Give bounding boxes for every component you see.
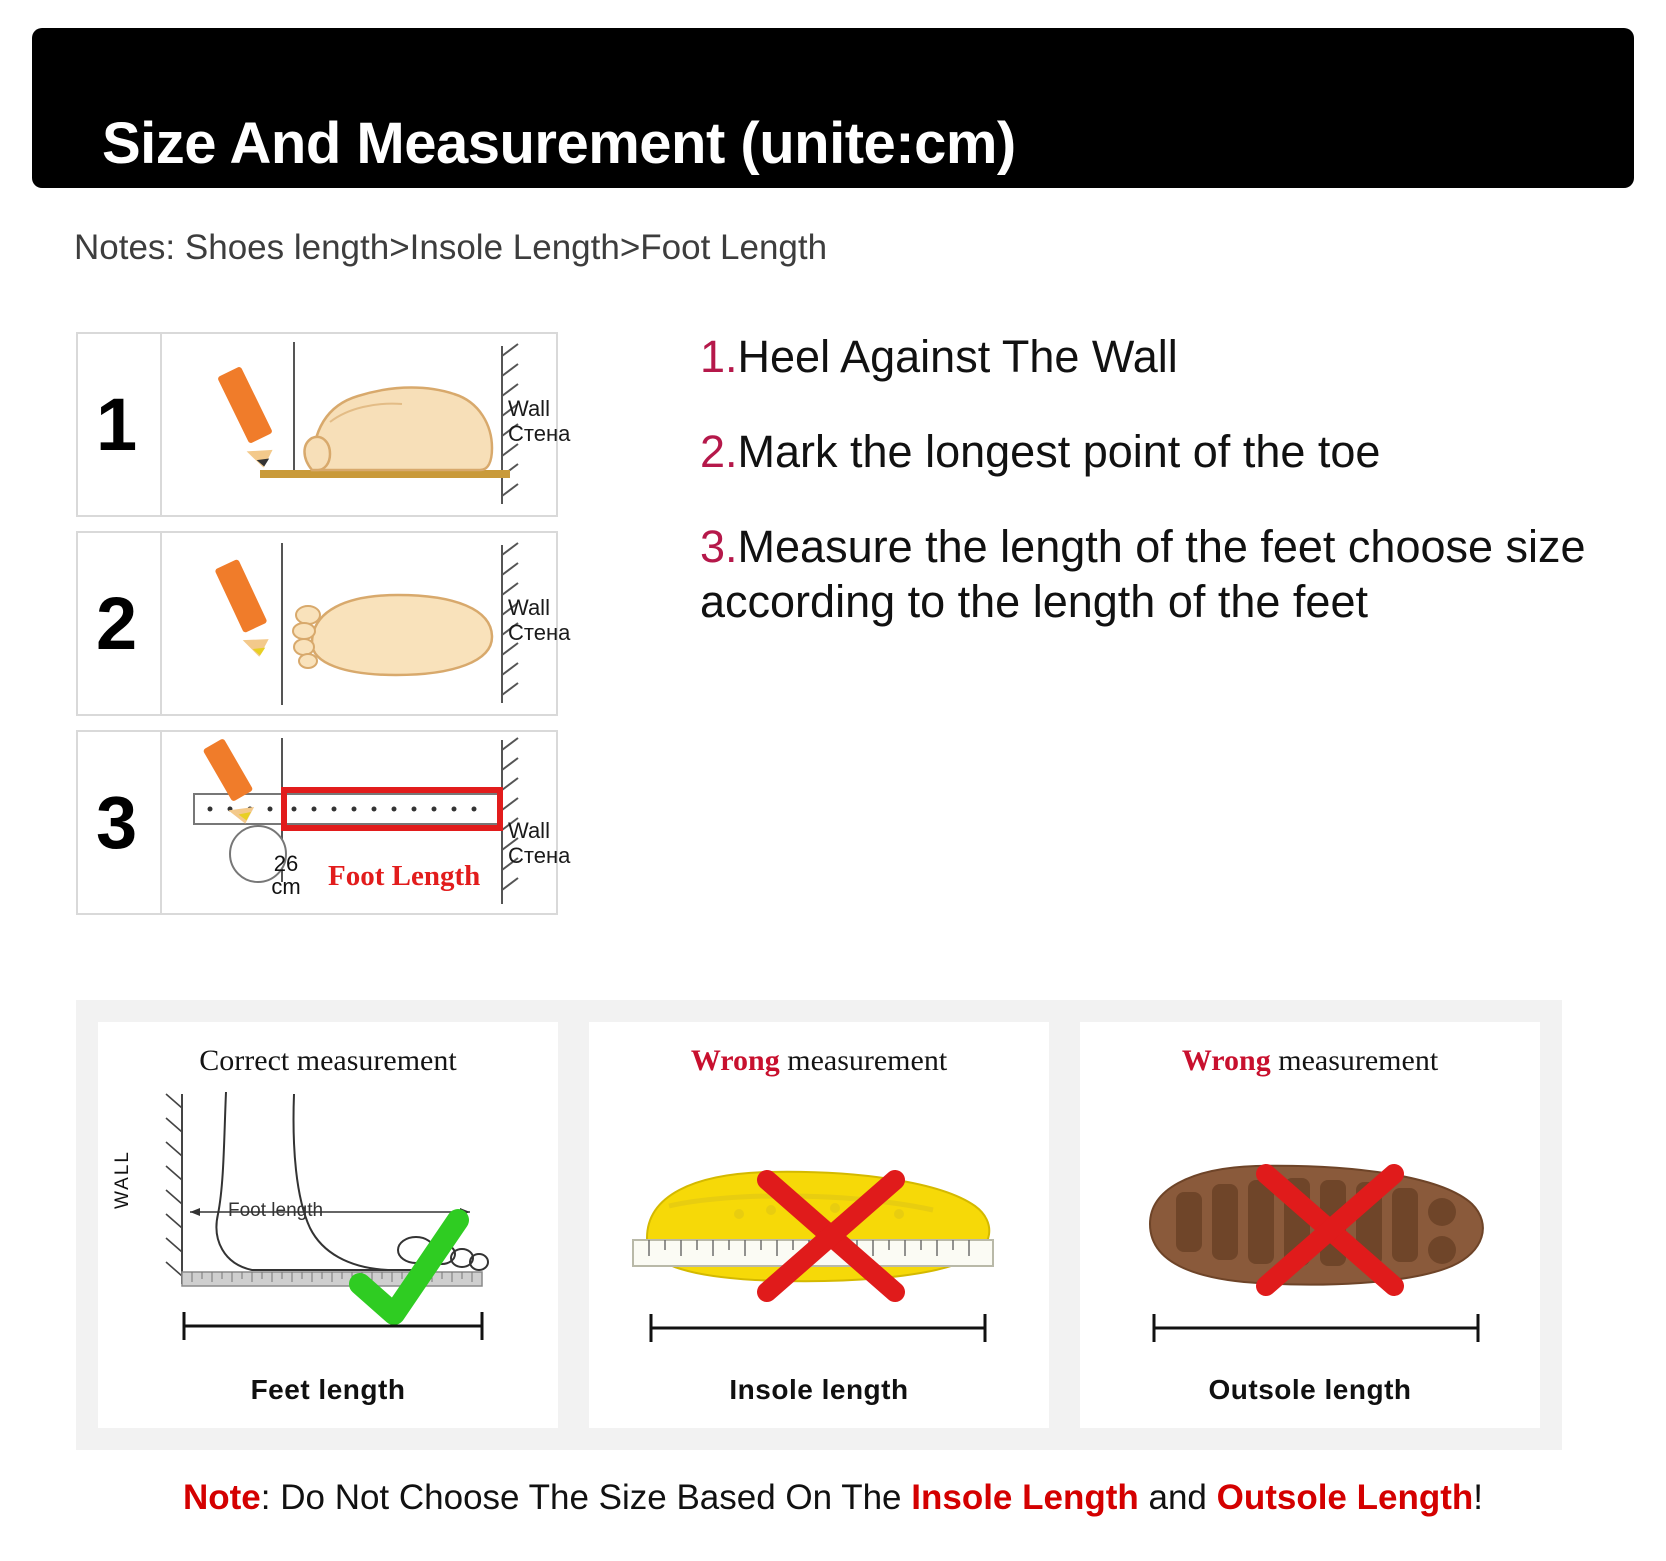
comparison-card-insole xyxy=(589,1022,1049,1428)
comparison-title-outsole: Wrong measurement xyxy=(1181,1044,1439,1077)
instruction-item-1 xyxy=(700,330,1620,385)
comparison-illustration-correct xyxy=(98,1088,558,1358)
instruction-text-3: Measure the length of the feet choose size according to the length of the feet xyxy=(700,520,1586,627)
step-illustration-2 xyxy=(162,533,556,714)
comparison-illustration-outsole xyxy=(1080,1088,1540,1358)
step-number-1: 1 xyxy=(96,382,138,466)
instruction-number-1: 1. xyxy=(700,331,738,382)
footer-note xyxy=(0,1478,1666,1518)
instruction-text-2: Mark the longest point of the toe xyxy=(737,425,1381,477)
wall-vertical-label: WALL xyxy=(112,1150,133,1210)
comparison-caption-insole: Insole length xyxy=(729,1374,909,1405)
comparison-card-outsole xyxy=(1080,1022,1540,1428)
wall-label-3: Wall Стена xyxy=(508,818,571,869)
instruction-number-2: 2. xyxy=(700,425,738,477)
instructions-list xyxy=(700,330,1620,670)
notes-text: Notes: Shoes length>Insole Length>Foot Length xyxy=(74,228,828,267)
footer-note-text-1: : Do Not Choose The Size Based On The xyxy=(260,1478,912,1517)
step-card-1 xyxy=(76,332,571,517)
comparison-caption-outsole: Outsole length xyxy=(1208,1374,1412,1405)
foot-length-label: Foot Length xyxy=(328,860,481,892)
footer-highlight-insole: Insole Length xyxy=(911,1478,1139,1517)
comparison-title-correct: Correct measurement xyxy=(199,1044,457,1077)
step-illustration-1 xyxy=(162,334,556,515)
comparison-caption-correct: Feet length xyxy=(250,1374,406,1405)
comparison-illustration-insole xyxy=(589,1088,1049,1358)
step-card-2 xyxy=(76,531,571,716)
comparison-panel xyxy=(76,1000,1562,1450)
header-banner xyxy=(32,28,1634,188)
instruction-item-2 xyxy=(700,425,1620,480)
wall-label-1: Wall Стена xyxy=(508,396,571,447)
instruction-item-3 xyxy=(700,520,1620,630)
footer-highlight-outsole: Outsole Length xyxy=(1216,1478,1474,1517)
steps-panel xyxy=(76,332,571,929)
measure-value: 26 cm xyxy=(271,851,301,900)
instruction-text-1: Heel Against The Wall xyxy=(737,331,1178,382)
instruction-number-3: 3. xyxy=(700,520,738,572)
footer-note-text-3: ! xyxy=(1473,1478,1483,1517)
step-number-2: 2 xyxy=(96,581,138,665)
step-number-3: 3 xyxy=(96,780,138,864)
footer-note-label: Note xyxy=(183,1478,261,1517)
step-card-3 xyxy=(76,730,571,915)
page-title: Size And Measurement (unite:cm) xyxy=(102,111,1016,176)
comparison-title-insole: Wrong measurement xyxy=(690,1044,948,1077)
wall-label-2: Wall Стена xyxy=(508,595,571,646)
footer-note-text-2: and xyxy=(1138,1478,1217,1517)
foot-length-inner-label: Foot length xyxy=(228,1200,324,1221)
comparison-card-correct xyxy=(98,1022,558,1428)
